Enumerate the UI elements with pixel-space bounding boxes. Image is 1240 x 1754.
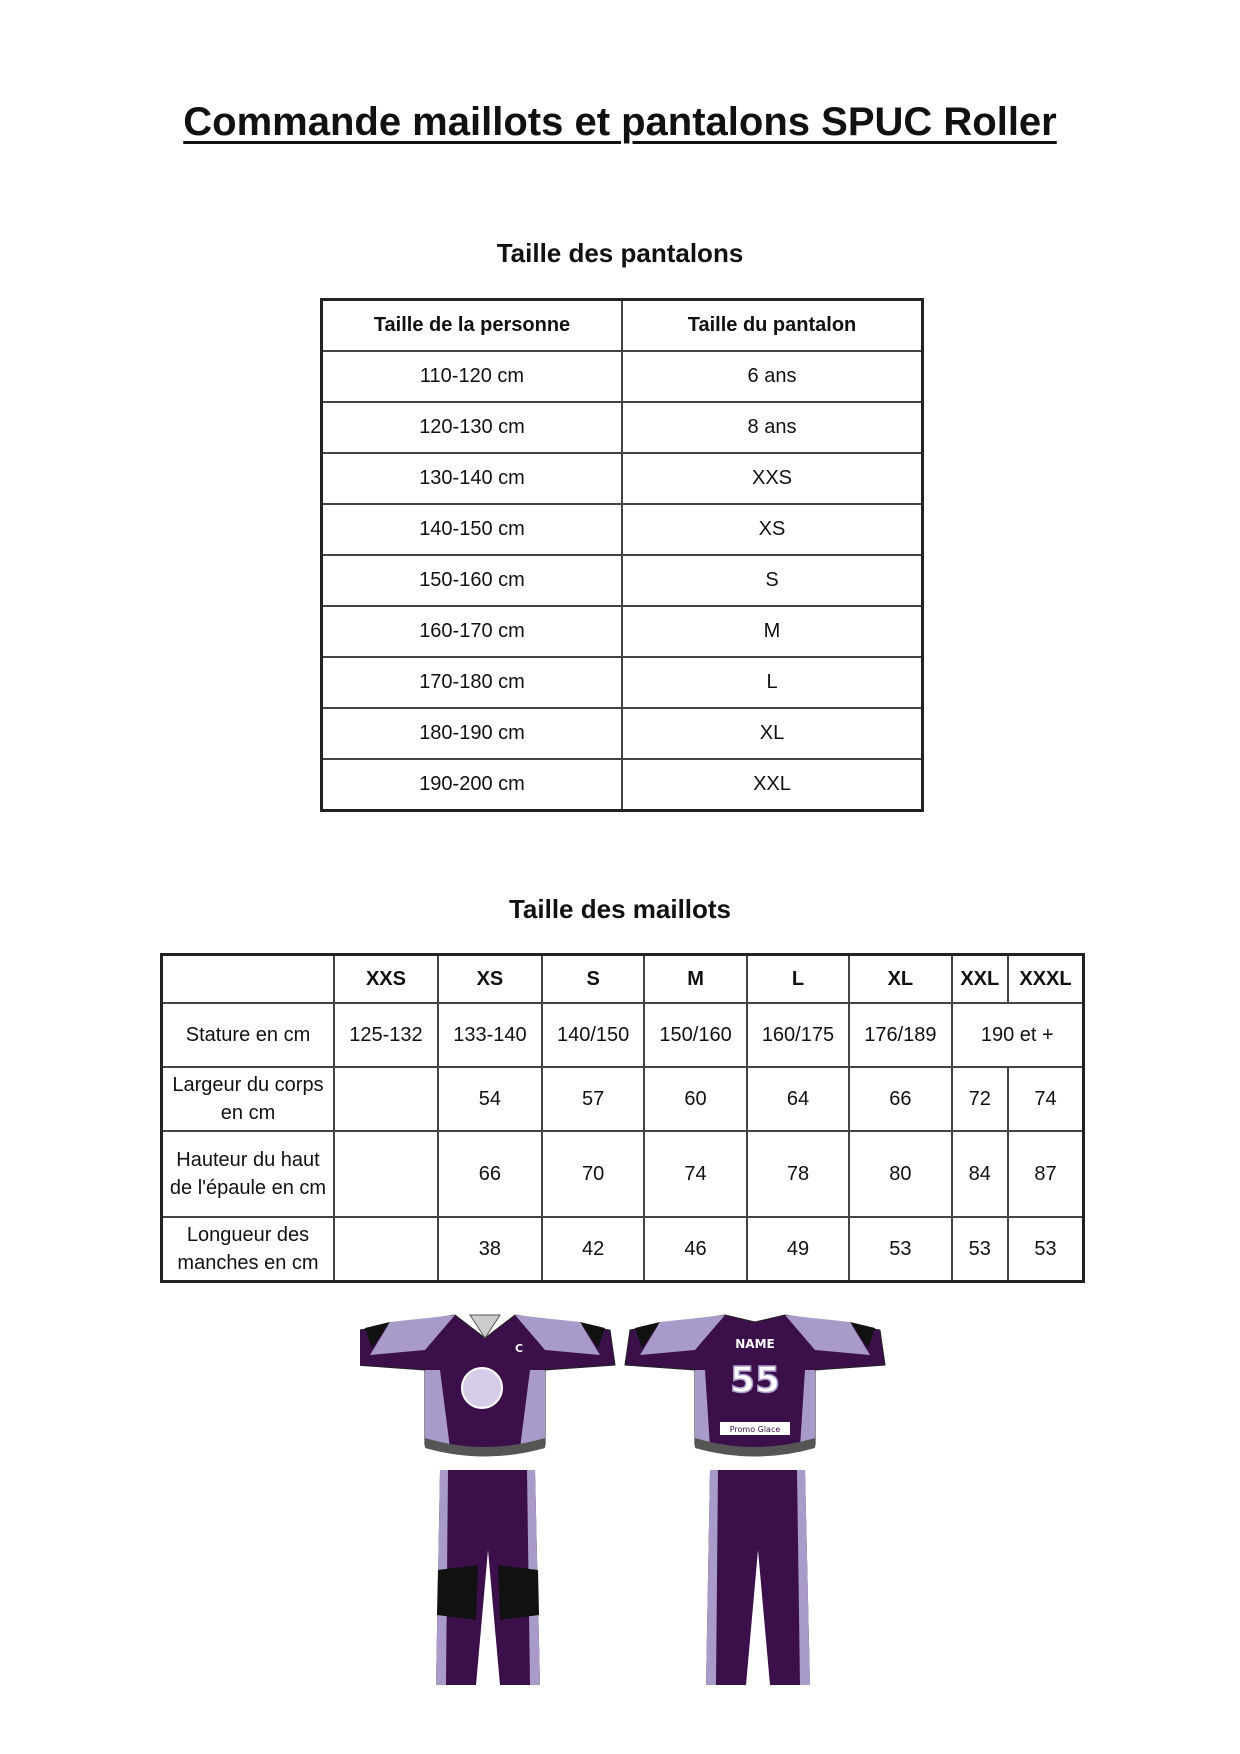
size-header: XL	[849, 955, 951, 1004]
table-cell: 150/160	[644, 1003, 746, 1067]
table-row	[162, 1003, 1084, 1067]
table-cell: 74	[644, 1131, 746, 1217]
pants-size-cell: L	[622, 657, 923, 708]
pants-size-cell: 6 ans	[622, 351, 923, 402]
table-cell: 87	[1008, 1131, 1084, 1217]
table-cell: 70	[542, 1131, 644, 1217]
size-header: L	[747, 955, 849, 1004]
table-cell: 53	[1008, 1217, 1084, 1282]
back-number: 55	[729, 1360, 781, 1401]
pants-size-cell: XL	[622, 708, 923, 759]
person-height-cell: 130-140 cm	[322, 453, 623, 504]
table-row	[322, 708, 923, 759]
table-row	[322, 606, 923, 657]
size-header: XS	[438, 955, 542, 1004]
table-cell: 49	[747, 1217, 849, 1282]
table-header-row	[162, 955, 1084, 1004]
table-row	[162, 1131, 1084, 1217]
row-label-width: Largeur du corps en cm	[162, 1067, 335, 1131]
size-header: S	[542, 955, 644, 1004]
jersey-size-table	[160, 953, 1085, 1283]
table-cell: 57	[542, 1067, 644, 1131]
table-row	[322, 402, 923, 453]
table-cell: 84	[952, 1131, 1008, 1217]
captain-letter: C	[515, 1342, 524, 1355]
size-header: XXS	[334, 955, 438, 1004]
row-label-stature: Stature en cm	[162, 1003, 335, 1067]
back-jersey	[625, 1315, 885, 1457]
table-cell: 46	[644, 1217, 746, 1282]
jersey-heading: Taille des maillots	[508, 894, 732, 924]
pants-size-cell: M	[622, 606, 923, 657]
table-cell: 176/189	[849, 1003, 951, 1067]
person-height-cell: 110-120 cm	[322, 351, 623, 402]
person-height-cell: 140-150 cm	[322, 504, 623, 555]
uniform-illustration	[360, 1310, 900, 1690]
table-cell: 78	[747, 1131, 849, 1217]
table-cell-merged: 190 et +	[952, 1003, 1084, 1067]
table-row	[322, 555, 923, 606]
pants-size-cell: XS	[622, 504, 923, 555]
header-person-height: Taille de la personne	[322, 300, 623, 352]
table-cell: 38	[438, 1217, 542, 1282]
table-cell: 66	[438, 1131, 542, 1217]
table-cell: 133-140	[438, 1003, 542, 1067]
table-row	[162, 1067, 1084, 1131]
pants-size-table	[320, 298, 924, 812]
front-pants	[436, 1470, 540, 1685]
table-cell: 140/150	[542, 1003, 644, 1067]
pants-heading: Taille des pantalons	[496, 238, 744, 268]
table-row	[322, 351, 923, 402]
front-jersey	[360, 1315, 615, 1457]
pants-size-cell: 8 ans	[622, 402, 923, 453]
table-row	[322, 759, 923, 811]
table-row	[322, 504, 923, 555]
person-height-cell: 180-190 cm	[322, 708, 623, 759]
pants-size-cell: XXL	[622, 759, 923, 811]
row-label-sleeve: Longueur des manches en cm	[162, 1217, 335, 1282]
back-pants	[706, 1470, 810, 1685]
table-cell	[334, 1217, 438, 1282]
size-header: XXXL	[1008, 955, 1084, 1004]
table-cell	[334, 1067, 438, 1131]
pants-size-cell: S	[622, 555, 923, 606]
table-cell: 54	[438, 1067, 542, 1131]
empty-corner-cell	[162, 955, 335, 1004]
table-cell: 60	[644, 1067, 746, 1131]
person-height-cell: 150-160 cm	[322, 555, 623, 606]
table-cell: 74	[1008, 1067, 1084, 1131]
table-row	[322, 657, 923, 708]
table-header-row	[322, 300, 923, 352]
table-cell: 160/175	[747, 1003, 849, 1067]
person-height-cell: 160-170 cm	[322, 606, 623, 657]
page-title: Commande maillots et pantalons SPUC Roller	[183, 100, 1057, 144]
table-cell: 53	[849, 1217, 951, 1282]
table-cell: 66	[849, 1067, 951, 1131]
person-height-cell: 190-200 cm	[322, 759, 623, 811]
table-cell: 80	[849, 1131, 951, 1217]
size-header: M	[644, 955, 746, 1004]
size-header: XXL	[952, 955, 1008, 1004]
table-cell: 72	[952, 1067, 1008, 1131]
header-pants-size: Taille du pantalon	[622, 300, 923, 352]
table-cell: 64	[747, 1067, 849, 1131]
row-label-shoulder-height: Hauteur du haut de l'épaule en cm	[162, 1131, 335, 1217]
pants-size-cell: XXS	[622, 453, 923, 504]
table-cell: 42	[542, 1217, 644, 1282]
back-name: NAME	[735, 1337, 775, 1351]
table-row	[322, 453, 923, 504]
person-height-cell: 170-180 cm	[322, 657, 623, 708]
sponsor-logo: Promo Glace	[729, 1425, 781, 1434]
person-height-cell: 120-130 cm	[322, 402, 623, 453]
table-cell: 53	[952, 1217, 1008, 1282]
table-cell	[334, 1131, 438, 1217]
table-cell: 125-132	[334, 1003, 438, 1067]
table-row	[162, 1217, 1084, 1282]
